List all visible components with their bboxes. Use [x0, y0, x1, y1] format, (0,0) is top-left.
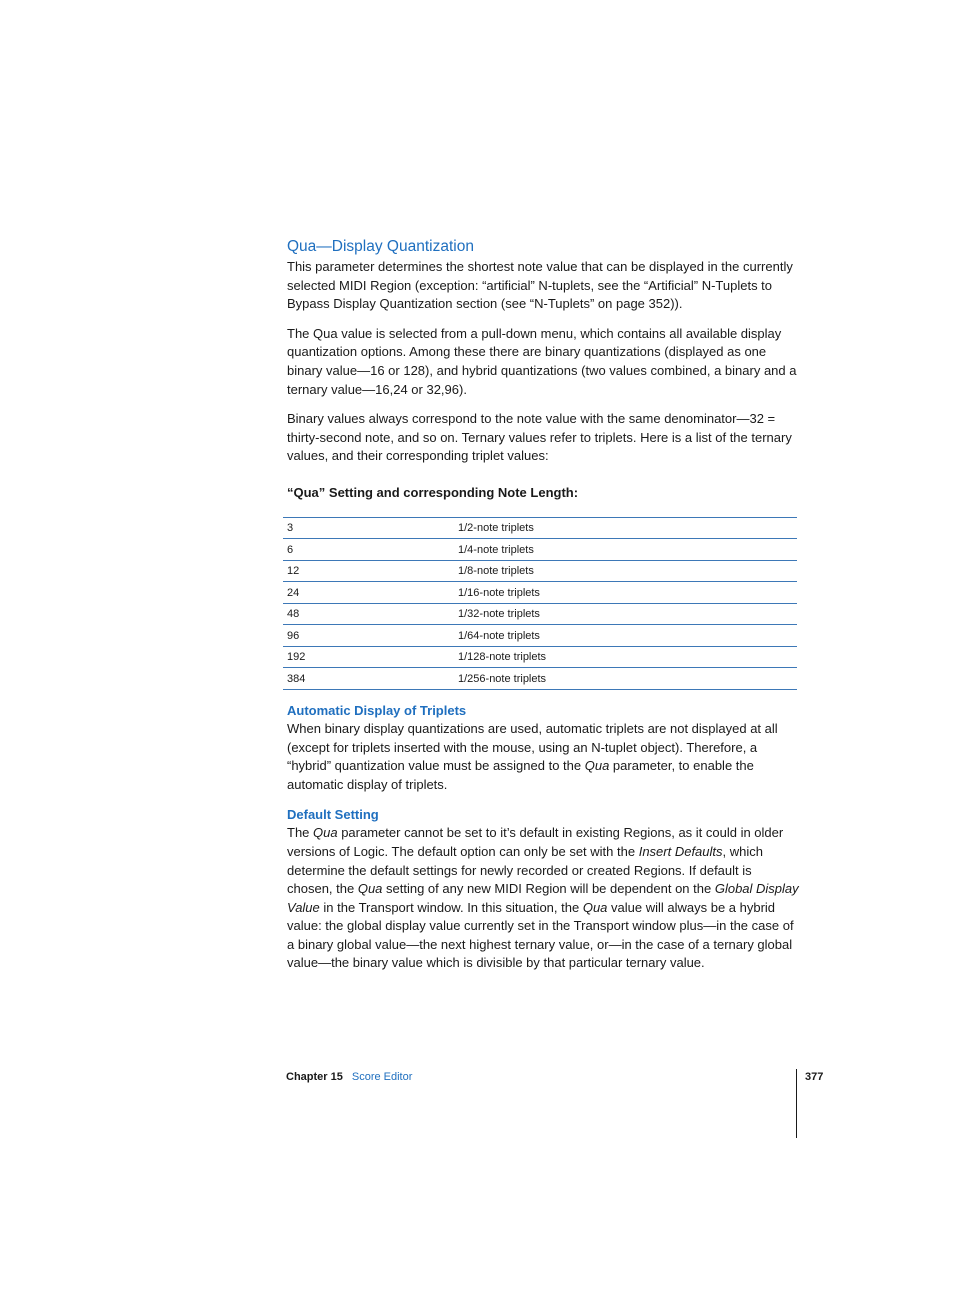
note-length-cell: 1/128-note triplets — [454, 646, 797, 668]
qua-setting-cell: 96 — [283, 625, 454, 647]
page-number: 377 — [805, 1071, 824, 1083]
page-footer — [286, 1069, 412, 1085]
qua-setting-cell: 192 — [283, 646, 454, 668]
default-setting-heading: Default Setting — [287, 807, 379, 823]
automatic-display-paragraph: When binary display quantizations are used, automatic triplets are not displayed at all (except for triplets inserted with the mouse, using an N-tuplet object). Therefore, a “hybrid” quantization value must be assigned to the Qua parameter, to enable the automatic display of triplets. — [287, 720, 778, 792]
page-content — [287, 236, 799, 984]
note-length-cell: 1/16-note triplets — [454, 582, 797, 604]
note-length-cell: 1/8-note triplets — [454, 560, 797, 582]
table-row — [283, 668, 797, 690]
note-length-cell: 1/32-note triplets — [454, 603, 797, 625]
table-row — [283, 539, 797, 561]
qua-note-length-table — [283, 517, 797, 690]
intro-paragraph: This parameter determines the shortest note value that can be displayed in the currently selected MIDI Region (exception: “artificial” N-tuplets, see the “Artificial” N-Tuplets to Bypass Display Quantization section (see “N-Tuplets” on page 352)). — [287, 259, 793, 312]
footer-vertical-rule — [796, 1069, 797, 1138]
table-row — [283, 646, 797, 668]
chapter-label: Chapter 15 — [286, 1071, 343, 1083]
qua-setting-cell: 48 — [283, 603, 454, 625]
qua-setting-cell: 3 — [283, 517, 454, 539]
binary-values-paragraph: Binary values always correspond to the note value with the same denominator—32 = thirty-second note, and so on. Ternary values refer to triplets. Here is a list of the ternary values, and their corresponding triplet values: — [287, 411, 792, 464]
table-caption: “Qua” Setting and corresponding Note Length: — [287, 484, 579, 500]
note-length-cell: 1/256-note triplets — [454, 668, 797, 690]
table-row — [283, 560, 797, 582]
qua-setting-cell: 384 — [283, 668, 454, 690]
qua-value-paragraph: The Qua value is selected from a pull-down menu, which contains all available display quantization options. Among these there are binary quantizations (displayed as one binary value—16 or 128), and hybrid quantizations (two values combined, a binary and a ternary value—16,24 or 32,96). — [287, 325, 797, 397]
table-row — [283, 625, 797, 647]
qua-setting-cell: 12 — [283, 560, 454, 582]
table-row — [283, 517, 797, 539]
section-title: Qua—Display Quantization — [287, 238, 474, 255]
table-row — [283, 582, 797, 604]
chapter-title: Score Editor — [351, 1071, 413, 1083]
qua-setting-cell: 24 — [283, 582, 454, 604]
note-length-cell: 1/2-note triplets — [454, 517, 797, 539]
qua-setting-cell: 6 — [283, 539, 454, 561]
note-length-cell: 1/4-note triplets — [454, 539, 797, 561]
automatic-display-heading: Automatic Display of Triplets — [287, 702, 467, 718]
default-setting-paragraph: The Qua parameter cannot be set to it’s default in existing Regions, as it could in older versions of Logic. The default option can only be set with the Insert Defaults, which determine the default settings for newly recorded or created Regions. If default is chosen, the Qua setting of any new MIDI Region will be dependent on the Global Display Value in the Transport window. In this situation, the Qua value will always be a hybrid value: the global display value currently set in the Transport window plus—in the case of a binary global value—the next highest ternary value, or—in the case of a ternary global value—the binary value which is divisible by that particular ternary value. — [287, 825, 799, 971]
note-length-cell: 1/64-note triplets — [454, 625, 797, 647]
table-row — [283, 603, 797, 625]
